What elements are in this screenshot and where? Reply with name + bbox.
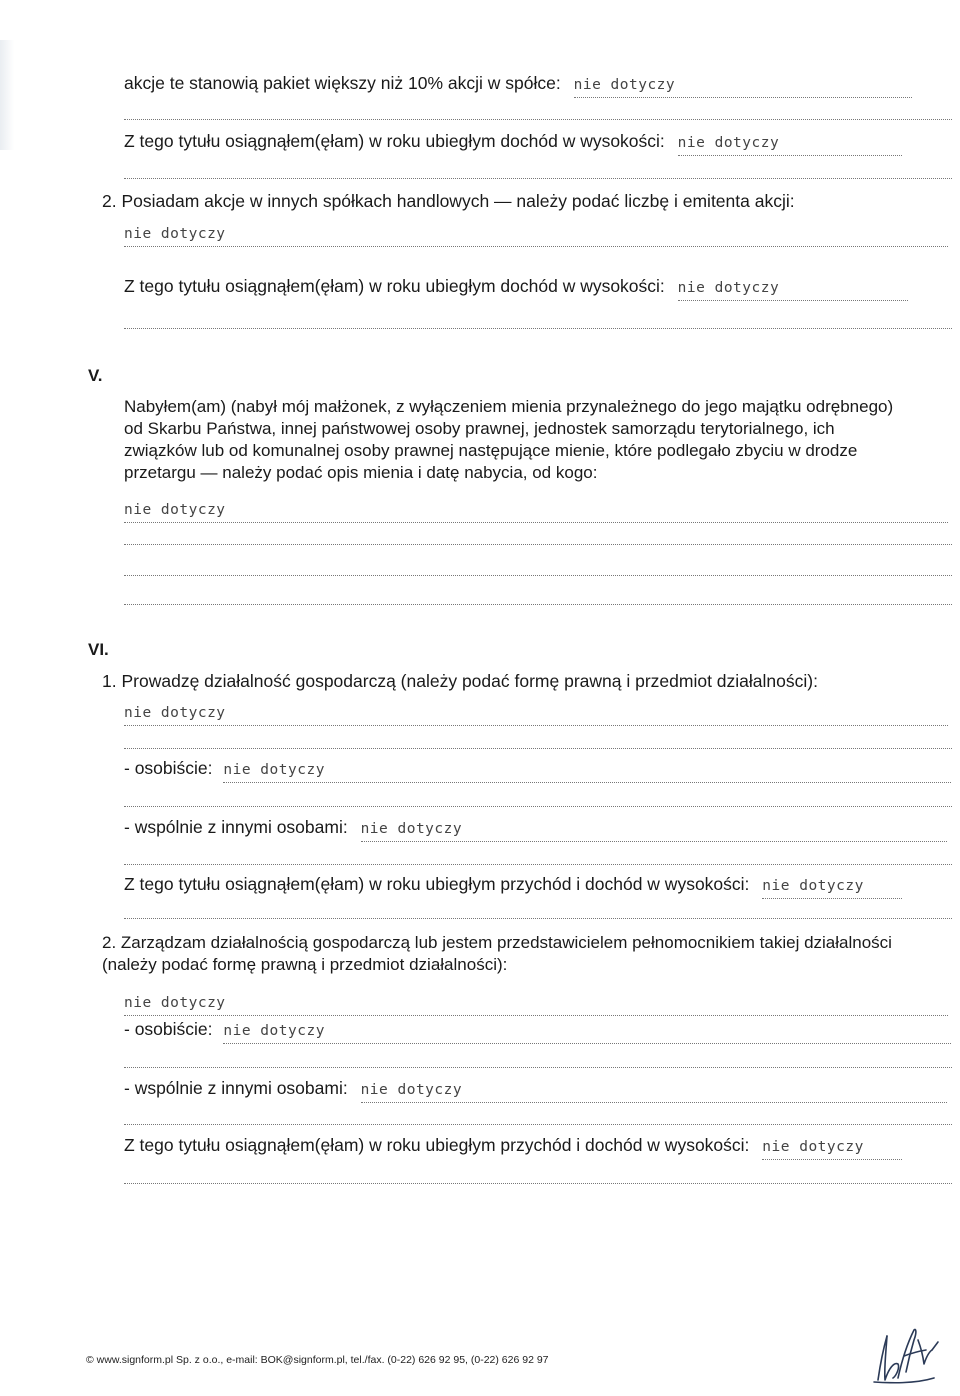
dotted-line xyxy=(124,918,952,919)
management-personal-value: nie dotyczy xyxy=(223,1020,951,1044)
business-activity-row xyxy=(102,670,818,692)
item-number: 2. xyxy=(102,191,117,211)
dotted-line xyxy=(124,1124,952,1125)
income-label-2: Z tego tytułu osiągnąłem(ęłam) w roku ubiegłym dochód w wysokości: xyxy=(124,276,665,296)
dotted-line xyxy=(124,544,952,545)
business-joint-label: - wspólnie z innymi osobami: xyxy=(124,817,348,837)
income-value-1: nie dotyczy xyxy=(678,132,902,156)
shares-other-companies-value-row xyxy=(124,221,948,247)
dotted-line xyxy=(124,575,952,576)
dotted-line xyxy=(124,1067,952,1068)
management-personal-label: - osobiście: xyxy=(124,1019,213,1039)
management-activity-value-row xyxy=(124,990,948,1016)
business-personal-value: nie dotyczy xyxy=(223,759,951,783)
business-activity-value-row xyxy=(124,700,948,726)
business-income-label: Z tego tytułu osiągnąłem(ęłam) w roku ubiegłym przychód i dochód w wysokości: xyxy=(124,874,750,894)
item-number: 1. xyxy=(102,671,117,691)
business-personal-label: - osobiście: xyxy=(124,758,213,778)
business-joint-row xyxy=(124,816,947,842)
business-income-row xyxy=(124,873,902,899)
management-income-value: nie dotyczy xyxy=(762,1136,902,1160)
income-value-2: nie dotyczy xyxy=(678,277,908,301)
business-joint-value: nie dotyczy xyxy=(361,818,947,842)
management-income-label: Z tego tytułu osiągnąłem(ęłam) w roku ubiegłym przychód i dochód w wysokości: xyxy=(124,1135,750,1155)
dotted-line xyxy=(124,748,952,749)
management-joint-value: nie dotyczy xyxy=(361,1079,947,1103)
shares-over-10-label: akcje te stanowią pakiet większy niż 10% akcji w spółce: xyxy=(124,73,561,93)
income-row-2 xyxy=(124,275,908,301)
dotted-line xyxy=(124,1183,952,1184)
management-activity-label: Zarządzam działalnością gospodarczą lub jestem przedstawicielem pełnomocnikiem takiej działalności (należy podać formę prawną i przedmiot działalności): xyxy=(102,933,892,974)
business-activity-label: Prowadzę działalność gospodarczą (należy podać formę prawną i przedmiot działalności): xyxy=(121,671,818,691)
section-v-text: Nabyłem(am) (nabył mój małżonek, z wyłączeniem mienia przynależnego do jego majątku odrębnego) od Skarbu Państwa, innej państwowej osoby prawnej, jednostek samorządu terytorialnego, ich związków lub od komunalnej osoby prawnej następujące mienie, które podlegało zbyciu w drodze przetargu — należy podać opis mienia i datę nabycia, od kogo: xyxy=(124,397,894,482)
scan-edge-shadow xyxy=(0,40,14,150)
management-income-row xyxy=(124,1134,902,1160)
shares-other-companies-label: Posiadam akcje w innych spółkach handlowych — należy podać liczbę i emitenta akcji: xyxy=(121,191,795,211)
footer-text: © www.signform.pl Sp. z o.o., e-mail: BOK@signform.pl, tel./fax. (0-22) 626 92 95, (0-22) 626 92 97 xyxy=(86,1354,549,1366)
dotted-line xyxy=(124,604,952,605)
shares-over-10-value: nie dotyczy xyxy=(574,74,912,98)
section-v-numeral: V. xyxy=(88,366,103,385)
signature xyxy=(868,1320,948,1386)
dotted-line xyxy=(124,864,952,865)
shares-over-10-row xyxy=(124,72,912,98)
section-v-value-row xyxy=(124,497,948,523)
business-personal-row xyxy=(124,757,951,783)
dotted-line xyxy=(124,328,952,329)
management-joint-label: - wspólnie z innymi osobami: xyxy=(124,1078,348,1098)
management-activity-row xyxy=(102,932,892,976)
section-v-value: nie dotyczy xyxy=(124,499,948,523)
shares-other-companies-row xyxy=(102,190,795,212)
management-joint-row xyxy=(124,1077,947,1103)
dotted-line xyxy=(124,806,952,807)
income-row-1 xyxy=(124,130,902,156)
dotted-line xyxy=(124,119,952,120)
management-personal-row xyxy=(124,1018,951,1044)
shares-other-companies-value: nie dotyczy xyxy=(124,223,948,247)
business-activity-value: nie dotyczy xyxy=(124,702,948,726)
business-income-value: nie dotyczy xyxy=(762,875,902,899)
section-vi-numeral: VI. xyxy=(88,640,109,659)
management-activity-value: nie dotyczy xyxy=(124,992,948,1016)
item-number: 2. xyxy=(102,933,117,952)
income-label-1: Z tego tytułu osiągnąłem(ęłam) w roku ubiegłym dochód w wysokości: xyxy=(124,131,665,151)
dotted-line xyxy=(124,178,952,179)
